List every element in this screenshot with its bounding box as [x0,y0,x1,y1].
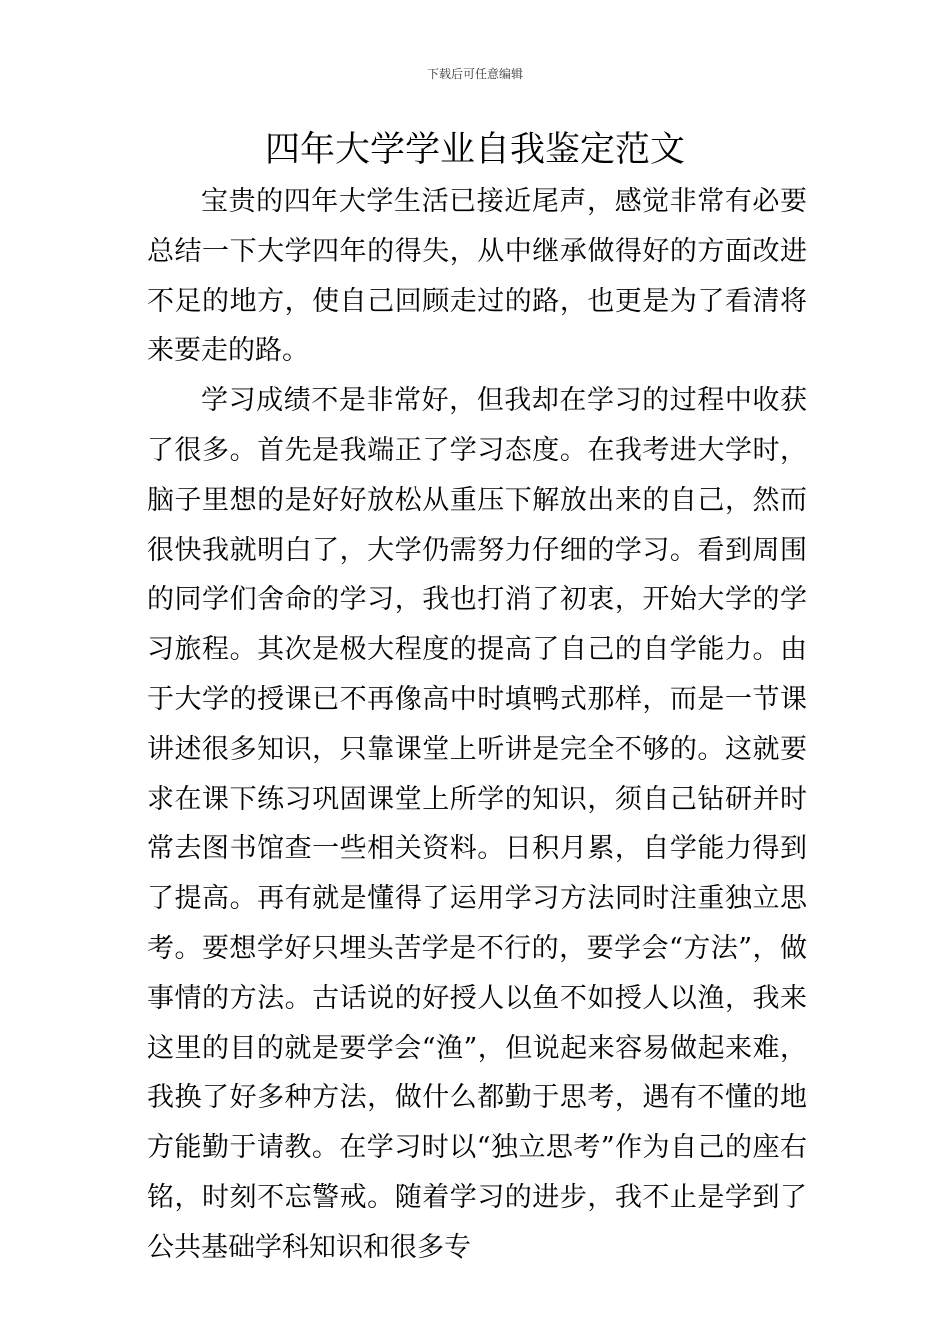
document-body [147,177,807,1273]
paragraph-2: 学习成绩不是非常好，但我却在学习的过程中收获了很多。首先是我端正了学习态度。在我考进大学时，脑子里想的是好好放松从重压下解放出来的自己，然而很快我就明白了，大学仍需努力仔细的学习。看到周围的同学们舍命的学习，我也打消了初衷，开始大学的学习旅程。其次是极大程度的提高了自己的自学能力。由于大学的授课已不再像高中时填鸭式那样，而是一节课讲述很多知识，只靠课堂上听讲是完全不够的。这就要求在课下练习巩固课堂上所学的知识，须自己钻研并时常去图书馆查一些相关资料。日积月累，自学能力得到了提高。再有就是懂得了运用学习方法同时注重独立思考。要想学好只埋头苦学是不行的，要学会“方法”，做事情的方法。古话说的好授人以鱼不如授人以渔，我来这里的目的就是要学会“渔”，但说起来容易做起来难，我换了好多种方法，做什么都勤于思考，遇有不懂的地方能勤于请教。在学习时以“独立思考”作为自己的座右铭，时刻不忘警戒。随着学习的进步，我不止是学到了公共基础学科知识和很多专 [147,385,807,1263]
document-title: 四年大学学业自我鉴定范文 [264,130,685,170]
paragraph-1: 宝贵的四年大学生活已接近尾声，感觉非常有必要总结一下大学四年的得失，从中继承做得好的方面改进不足的地方，使自己回顾走过的路，也更是为了看清将来要走的路。 [147,186,807,367]
header-note: 下载后可任意编辑 [426,67,523,81]
